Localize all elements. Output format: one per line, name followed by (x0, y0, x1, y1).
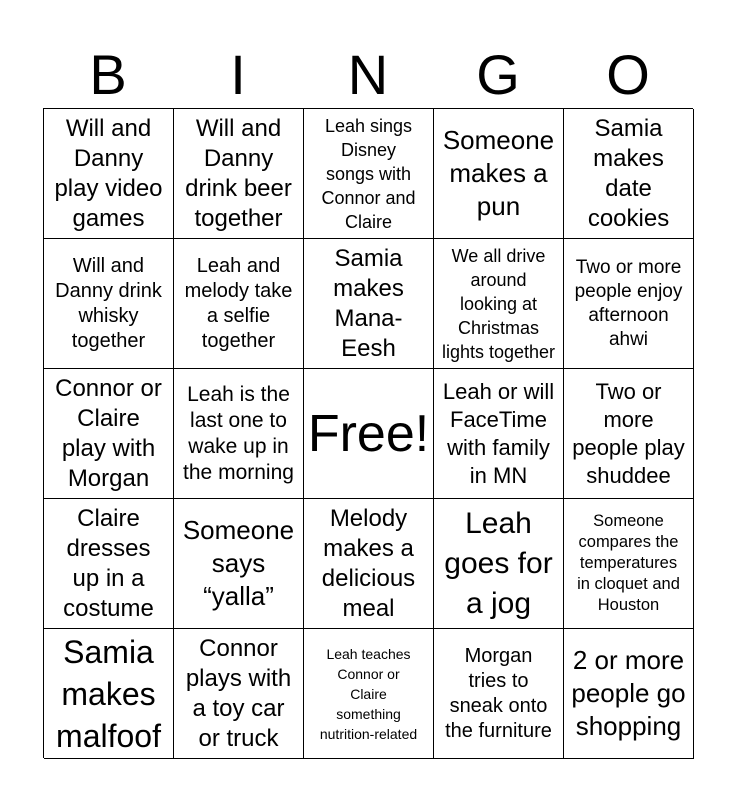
bingo-square[interactable] (44, 369, 174, 499)
square-text: We all drive around looking at Christmas lights together (441, 245, 556, 362)
bingo-square[interactable] (434, 239, 564, 369)
square-text: Samia makes date cookies (587, 114, 670, 232)
square-text: Two or more people enjoy afternoon ahwi (574, 256, 683, 350)
square-text: Will and Danny drink whisky together (55, 254, 162, 352)
free-square[interactable] (304, 369, 434, 499)
header-letter-i: I (230, 43, 246, 106)
square-text: Will and Danny play video games (54, 114, 163, 232)
bingo-square[interactable] (304, 239, 434, 369)
bingo-square[interactable] (564, 629, 694, 759)
bingo-square[interactable] (44, 109, 174, 239)
bingo-square[interactable] (174, 239, 304, 369)
square-text: Leah is the last one to wake up in the morning (183, 382, 294, 484)
bingo-square[interactable] (174, 109, 304, 239)
square-text: Connor or Claire play with Morgan (55, 374, 162, 492)
square-text: Leah and melody take a selfie together (184, 254, 293, 352)
bingo-square[interactable] (174, 629, 304, 759)
square-text: Melody makes a delicious meal (321, 504, 416, 622)
bingo-card-grid (43, 108, 693, 758)
square-text: 2 or more people go shopping (571, 645, 686, 741)
bingo-square[interactable] (44, 629, 174, 759)
square-text: Morgan tries to sneak onto the furniture (445, 644, 552, 742)
square-text: Samia makes malfoof (56, 633, 161, 754)
bingo-square[interactable] (434, 499, 564, 629)
square-text: Leah goes for a jog (444, 506, 553, 620)
bingo-square[interactable] (174, 499, 304, 629)
header-letter-b: B (89, 43, 127, 106)
square-text: Someone compares the temperatures in cloquet and Houston (577, 512, 680, 614)
square-text: Two or more people play shuddee (572, 378, 685, 488)
square-text: Connor plays with a toy car or truck (185, 634, 292, 752)
bingo-square[interactable] (44, 499, 174, 629)
square-text: Someone makes a pun (442, 125, 555, 221)
bingo-square[interactable] (564, 239, 694, 369)
square-text: Leah teaches Connor or Claire something nutrition-related (319, 645, 418, 742)
bingo-square[interactable] (564, 369, 694, 499)
square-text: Claire dresses up in a costume (63, 504, 154, 622)
bingo-square[interactable] (434, 369, 564, 499)
square-text: Samia makes Mana- Eesh (333, 244, 404, 362)
bingo-square[interactable] (564, 109, 694, 239)
square-text: Will and Danny drink beer together (185, 114, 292, 232)
header-letter-n: N (347, 43, 389, 106)
bingo-square[interactable] (434, 109, 564, 239)
bingo-square[interactable] (304, 499, 434, 629)
bingo-square[interactable] (304, 629, 434, 759)
bingo-square[interactable] (434, 629, 564, 759)
bingo-square[interactable] (304, 109, 434, 239)
square-text: Leah or will FaceTime with family in MN (442, 378, 555, 488)
bingo-square[interactable] (564, 499, 694, 629)
bingo-header (43, 38, 693, 108)
bingo-square[interactable] (174, 369, 304, 499)
header-letter-g: G (476, 43, 520, 106)
bingo-square[interactable] (44, 239, 174, 369)
square-text: Someone says “yalla” (182, 515, 295, 611)
square-text: Leah sings Disney songs with Connor and Claire (321, 115, 416, 232)
free-square-text: Free! (307, 404, 430, 463)
header-letter-o: O (606, 43, 650, 106)
